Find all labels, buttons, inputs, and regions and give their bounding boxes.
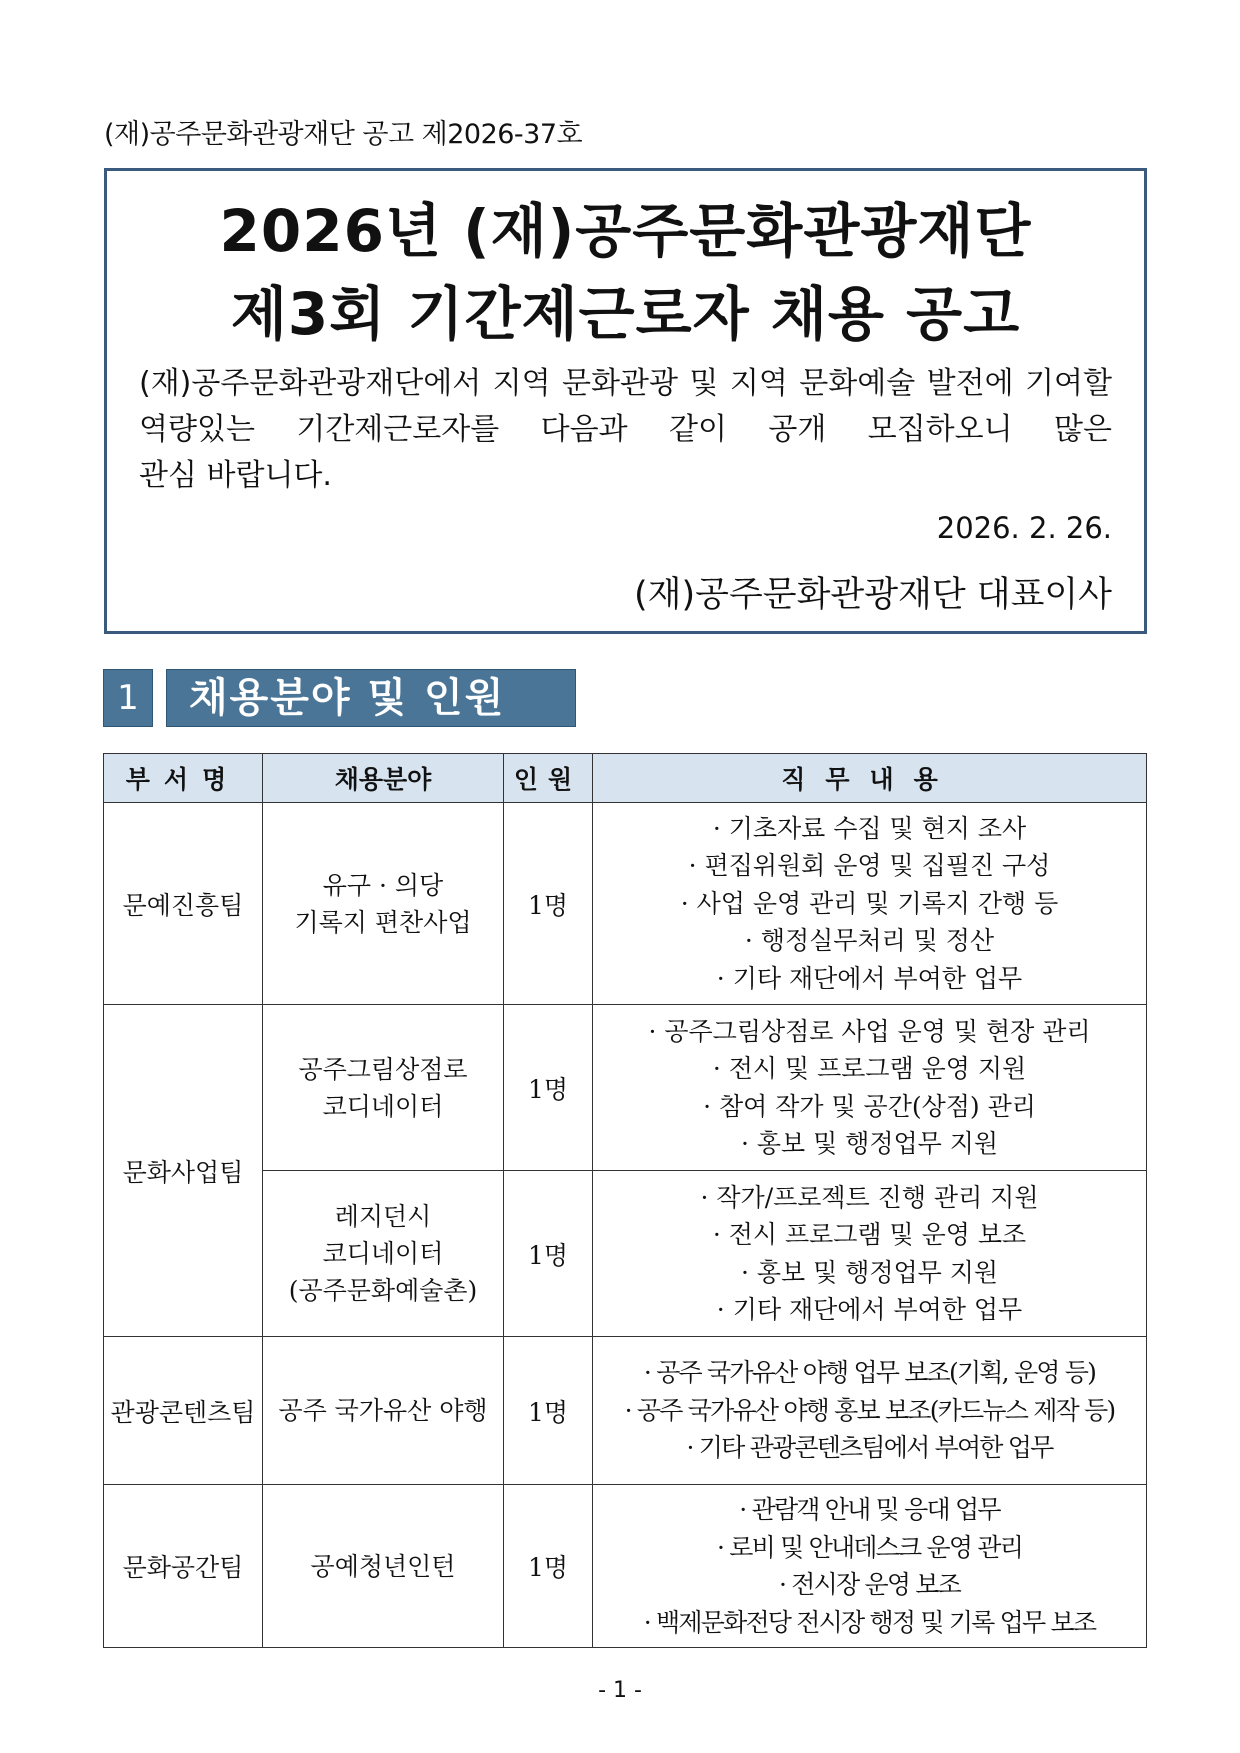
signature: (재)공주문화관광재단 대표이사 [634,575,1112,615]
duty-item: · 전시 프로그램 및 운영 보조 [593,1216,1146,1254]
field-cell [263,1337,504,1485]
count-cell: 1명 [504,1337,593,1485]
duty-item: · 홍보 및 행정업무 지원 [593,1125,1146,1163]
intro-text-end: 관심 바랍니다. [139,458,332,493]
duty-item: · 공주 국가유산 야행 업무 보조(기획, 운영 등) [593,1354,1146,1392]
dept-cell: 문화사업팀 [104,1005,263,1337]
table-row [104,1005,1147,1171]
field-cell [263,1171,504,1337]
recruitment-table [103,753,1147,1648]
title-line-2: 제3회 기간제근로자 채용 공고 [230,280,1021,348]
duties-cell [593,803,1147,1005]
duty-item: · 참여 작가 및 공간(상점) 관리 [593,1088,1146,1126]
field-cell [263,1005,504,1171]
duty-item: · 편집위원회 운영 및 집필진 구성 [593,847,1146,885]
duty-item: · 기타 재단에서 부여한 업무 [593,1291,1146,1329]
duty-item: · 전시장 운영 보조 [593,1566,1146,1604]
duty-item: · 기타 관광콘텐츠팀에서 부여한 업무 [593,1429,1146,1467]
field-line: 유구 · 의당 [322,870,444,900]
count-cell: 1명 [504,803,593,1005]
duty-item: · 행정실무처리 및 정산 [593,922,1146,960]
duties-cell [593,1171,1147,1337]
title-line-1: 2026년 (재)공주문화관광재단 [219,197,1032,265]
duty-item: · 기타 재단에서 부여한 업무 [593,960,1146,998]
field-line: (공주문화예술촌) [288,1276,478,1305]
duty-item: · 홍보 및 행정업무 지원 [593,1254,1146,1292]
field-line: 공주 국가유산 야행 [278,1396,488,1425]
table-row [104,803,1147,1005]
field-line: 코디네이터 [322,1239,444,1268]
duty-item: · 공주그림상점로 사업 운영 및 현장 관리 [593,1013,1146,1051]
duty-item: · 기초자료 수집 및 현지 조사 [593,810,1146,848]
table-row [104,1337,1147,1485]
title-box [104,168,1147,634]
table-row [104,1485,1147,1648]
dept-cell: 관광콘텐츠팀 [104,1337,263,1485]
count-cell: 1명 [504,1171,593,1337]
count-cell: 1명 [504,1005,593,1171]
duty-item: · 공주 국가유산 야행 홍보 보조(카드뉴스 제작 등) [593,1392,1146,1430]
dept-cell: 문화공간팀 [104,1485,263,1648]
field-cell [263,1485,504,1648]
duties-cell [593,1337,1147,1485]
header-count: 인원 [504,754,593,803]
field-line: 코디네이터 [322,1091,444,1121]
notice-date: 2026. 2. 26. [936,511,1112,545]
duty-item: · 로비 및 안내데스크 운영 관리 [593,1529,1146,1567]
duty-item: · 사업 운영 관리 및 기록지 간행 등 [593,885,1146,923]
field-line: 기록지 편찬사업 [294,907,472,937]
dept-cell: 문예진흥팀 [104,803,263,1005]
count-cell: 1명 [504,1485,593,1648]
duty-item: · 전시 및 프로그램 운영 지원 [593,1050,1146,1088]
header-duties: 직무내용 [593,754,1147,803]
notice-number: (재)공주문화관광재단 공고 제2026-37호 [104,119,583,150]
table-header-row [104,754,1147,803]
field-cell [263,803,504,1005]
header-field: 채용분야 [263,754,504,803]
duty-item: · 백제문화전당 전시장 행정 및 기록 업무 보조 [593,1604,1146,1642]
section-number: 1 [103,669,153,727]
intro-text: (재)공주문화관광재단에서 지역 문화관광 및 지역 문화예술 발전에 기여할 역량있는 기간제근로자를 다음과 같이 공개 모집하오니 많은 [139,366,1112,447]
duty-item: · 작가/프로젝트 진행 관리 지원 [593,1179,1146,1217]
duties-cell [593,1485,1147,1648]
header-dept: 부서명 [104,754,263,803]
section-title: 채용분야 및 인원 [166,669,576,727]
page-number: - 1 - [598,1678,642,1703]
duties-cell [593,1005,1147,1171]
duty-item: · 관람객 안내 및 응대 업무 [593,1491,1146,1529]
field-line: 공주그림상점로 [298,1054,468,1084]
field-line: 레지던시 [334,1202,432,1231]
field-line: 공예청년인턴 [310,1551,456,1581]
